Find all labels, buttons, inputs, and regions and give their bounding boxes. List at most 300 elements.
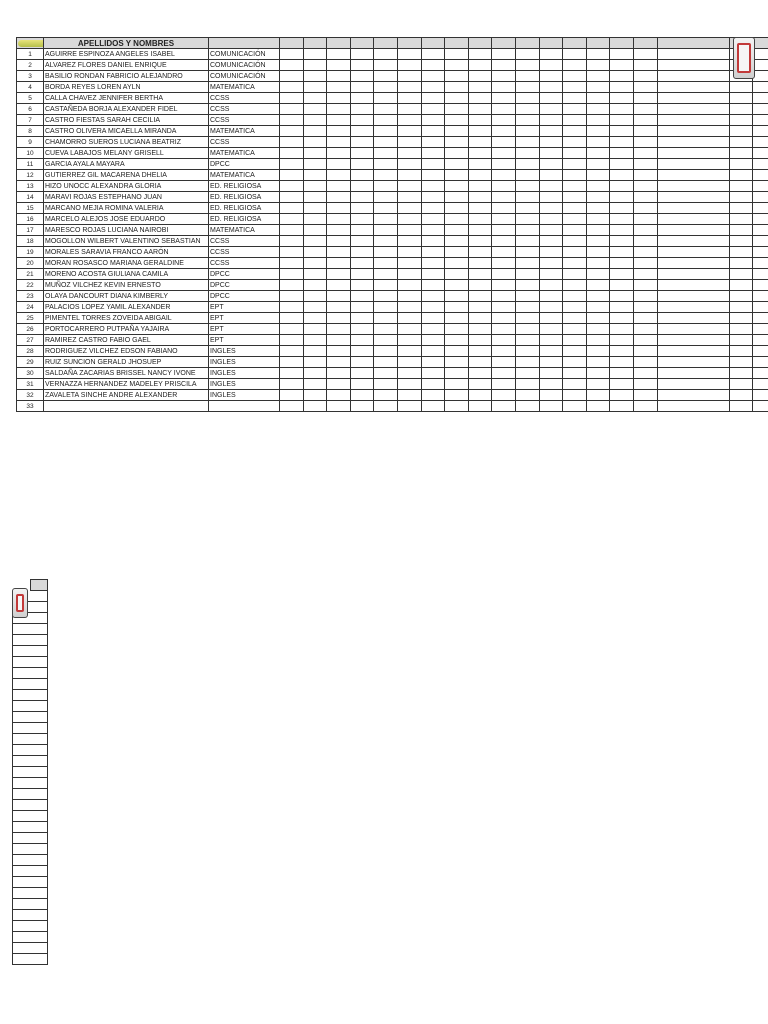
grade-cell[interactable] bbox=[327, 159, 351, 170]
grade-cell[interactable] bbox=[633, 379, 657, 390]
grade-cell[interactable] bbox=[539, 313, 563, 324]
grade-cell[interactable] bbox=[468, 225, 492, 236]
grade-cell[interactable] bbox=[633, 60, 657, 71]
grade-cell[interactable] bbox=[492, 115, 516, 126]
grade-cell[interactable] bbox=[633, 214, 657, 225]
grade-cell[interactable] bbox=[633, 93, 657, 104]
grade-cell[interactable] bbox=[586, 390, 610, 401]
grade-cell[interactable] bbox=[729, 214, 753, 225]
grade-cell[interactable] bbox=[280, 379, 304, 390]
grade-cell[interactable] bbox=[468, 104, 492, 115]
grade-cell[interactable] bbox=[586, 291, 610, 302]
grade-cell[interactable] bbox=[374, 104, 398, 115]
grade-cell[interactable] bbox=[303, 313, 327, 324]
grade-cell[interactable] bbox=[350, 203, 374, 214]
grade-cell[interactable] bbox=[515, 181, 539, 192]
grade-cell[interactable] bbox=[397, 247, 421, 258]
grade-cell[interactable] bbox=[421, 368, 445, 379]
grade-cell[interactable] bbox=[515, 302, 539, 313]
grade-cell[interactable] bbox=[729, 225, 753, 236]
grade-cell[interactable] bbox=[468, 313, 492, 324]
grade-cell[interactable] bbox=[586, 181, 610, 192]
grade-cell[interactable] bbox=[492, 346, 516, 357]
grade-cell[interactable] bbox=[303, 93, 327, 104]
grade-cell[interactable] bbox=[563, 379, 587, 390]
grade-cell[interactable] bbox=[657, 335, 729, 346]
grade-cell[interactable] bbox=[539, 60, 563, 71]
grade-cell[interactable] bbox=[374, 159, 398, 170]
grade-cell[interactable] bbox=[350, 335, 374, 346]
grade-cell[interactable] bbox=[327, 203, 351, 214]
grade-cell[interactable] bbox=[633, 126, 657, 137]
grade-cell[interactable] bbox=[586, 247, 610, 258]
grade-cell[interactable] bbox=[586, 104, 610, 115]
grade-cell[interactable] bbox=[610, 247, 634, 258]
grade-cell[interactable] bbox=[421, 346, 445, 357]
grade-cell[interactable] bbox=[586, 159, 610, 170]
grade-cell[interactable] bbox=[468, 82, 492, 93]
grade-cell[interactable] bbox=[303, 247, 327, 258]
grade-cell[interactable] bbox=[280, 258, 304, 269]
grade-cell[interactable] bbox=[327, 280, 351, 291]
grade-cell[interactable] bbox=[753, 192, 768, 203]
grade-cell[interactable] bbox=[374, 357, 398, 368]
grade-cell[interactable] bbox=[280, 368, 304, 379]
grade-cell[interactable] bbox=[753, 82, 768, 93]
grade-cell[interactable] bbox=[753, 346, 768, 357]
grade-cell[interactable] bbox=[374, 115, 398, 126]
grade-cell[interactable] bbox=[280, 302, 304, 313]
grade-cell[interactable] bbox=[468, 137, 492, 148]
grade-cell[interactable] bbox=[492, 181, 516, 192]
grade-cell[interactable] bbox=[539, 401, 563, 412]
grade-cell[interactable] bbox=[515, 280, 539, 291]
grade-cell[interactable] bbox=[610, 170, 634, 181]
grade-cell[interactable] bbox=[327, 49, 351, 60]
grade-cell[interactable] bbox=[515, 192, 539, 203]
grade-cell[interactable] bbox=[327, 379, 351, 390]
grade-cell[interactable] bbox=[374, 170, 398, 181]
grade-cell[interactable] bbox=[729, 104, 753, 115]
grade-cell[interactable] bbox=[374, 368, 398, 379]
grade-cell[interactable] bbox=[421, 258, 445, 269]
grade-cell[interactable] bbox=[468, 236, 492, 247]
grade-cell[interactable] bbox=[586, 324, 610, 335]
grade-cell[interactable] bbox=[280, 126, 304, 137]
grade-cell[interactable] bbox=[563, 203, 587, 214]
grade-cell[interactable] bbox=[468, 170, 492, 181]
grade-cell[interactable] bbox=[421, 137, 445, 148]
grade-cell[interactable] bbox=[586, 60, 610, 71]
grade-cell[interactable] bbox=[657, 159, 729, 170]
grade-cell[interactable] bbox=[492, 401, 516, 412]
grade-cell[interactable] bbox=[657, 401, 729, 412]
grade-cell[interactable] bbox=[633, 247, 657, 258]
grade-cell[interactable] bbox=[610, 390, 634, 401]
grade-cell[interactable] bbox=[327, 214, 351, 225]
grade-cell[interactable] bbox=[586, 302, 610, 313]
grade-cell[interactable] bbox=[421, 49, 445, 60]
grade-cell[interactable] bbox=[303, 82, 327, 93]
grade-cell[interactable] bbox=[397, 379, 421, 390]
grade-cell[interactable] bbox=[445, 93, 469, 104]
grade-cell[interactable] bbox=[657, 104, 729, 115]
grade-cell[interactable] bbox=[492, 236, 516, 247]
grade-cell[interactable] bbox=[303, 258, 327, 269]
grade-cell[interactable] bbox=[610, 258, 634, 269]
grade-cell[interactable] bbox=[563, 104, 587, 115]
grade-cell[interactable] bbox=[421, 236, 445, 247]
grade-cell[interactable] bbox=[729, 335, 753, 346]
grade-cell[interactable] bbox=[350, 269, 374, 280]
grade-cell[interactable] bbox=[445, 225, 469, 236]
grade-cell[interactable] bbox=[397, 93, 421, 104]
grade-cell[interactable] bbox=[657, 60, 729, 71]
grade-cell[interactable] bbox=[657, 390, 729, 401]
grade-cell[interactable] bbox=[586, 93, 610, 104]
grade-cell[interactable] bbox=[374, 71, 398, 82]
grade-cell[interactable] bbox=[350, 71, 374, 82]
grade-cell[interactable] bbox=[445, 60, 469, 71]
grade-cell[interactable] bbox=[753, 269, 768, 280]
grade-cell[interactable] bbox=[539, 247, 563, 258]
grade-cell[interactable] bbox=[492, 104, 516, 115]
grade-cell[interactable] bbox=[350, 93, 374, 104]
grade-cell[interactable] bbox=[515, 60, 539, 71]
grade-cell[interactable] bbox=[753, 137, 768, 148]
grade-cell[interactable] bbox=[327, 60, 351, 71]
grade-cell[interactable] bbox=[515, 258, 539, 269]
grade-cell[interactable] bbox=[350, 236, 374, 247]
grade-cell[interactable] bbox=[563, 159, 587, 170]
grade-cell[interactable] bbox=[753, 247, 768, 258]
grade-cell[interactable] bbox=[280, 390, 304, 401]
grade-cell[interactable] bbox=[515, 247, 539, 258]
grade-cell[interactable] bbox=[374, 126, 398, 137]
grade-cell[interactable] bbox=[729, 192, 753, 203]
grade-cell[interactable] bbox=[280, 401, 304, 412]
grade-cell[interactable] bbox=[515, 346, 539, 357]
grade-cell[interactable] bbox=[374, 313, 398, 324]
grade-cell[interactable] bbox=[397, 82, 421, 93]
grade-cell[interactable] bbox=[515, 225, 539, 236]
grade-cell[interactable] bbox=[397, 115, 421, 126]
grade-cell[interactable] bbox=[586, 49, 610, 60]
grade-cell[interactable] bbox=[492, 203, 516, 214]
grade-cell[interactable] bbox=[729, 291, 753, 302]
grade-cell[interactable] bbox=[657, 280, 729, 291]
grade-cell[interactable] bbox=[397, 159, 421, 170]
grade-cell[interactable] bbox=[397, 192, 421, 203]
grade-cell[interactable] bbox=[280, 137, 304, 148]
grade-cell[interactable] bbox=[397, 368, 421, 379]
grade-cell[interactable] bbox=[397, 335, 421, 346]
grade-cell[interactable] bbox=[445, 258, 469, 269]
grade-cell[interactable] bbox=[729, 203, 753, 214]
grade-cell[interactable] bbox=[610, 104, 634, 115]
grade-cell[interactable] bbox=[327, 269, 351, 280]
grade-cell[interactable] bbox=[515, 82, 539, 93]
grade-cell[interactable] bbox=[492, 137, 516, 148]
grade-cell[interactable] bbox=[633, 401, 657, 412]
grade-cell[interactable] bbox=[397, 170, 421, 181]
grade-cell[interactable] bbox=[350, 302, 374, 313]
grade-cell[interactable] bbox=[539, 214, 563, 225]
grade-cell[interactable] bbox=[445, 104, 469, 115]
grade-cell[interactable] bbox=[445, 324, 469, 335]
grade-cell[interactable] bbox=[610, 214, 634, 225]
grade-cell[interactable] bbox=[421, 181, 445, 192]
grade-cell[interactable] bbox=[633, 148, 657, 159]
grade-cell[interactable] bbox=[468, 60, 492, 71]
grade-cell[interactable] bbox=[492, 49, 516, 60]
grade-cell[interactable] bbox=[657, 269, 729, 280]
grade-cell[interactable] bbox=[327, 346, 351, 357]
grade-cell[interactable] bbox=[563, 258, 587, 269]
grade-cell[interactable] bbox=[610, 280, 634, 291]
grade-cell[interactable] bbox=[374, 82, 398, 93]
grade-cell[interactable] bbox=[350, 126, 374, 137]
grade-cell[interactable] bbox=[303, 302, 327, 313]
grade-cell[interactable] bbox=[280, 49, 304, 60]
grade-cell[interactable] bbox=[729, 280, 753, 291]
grade-cell[interactable] bbox=[421, 71, 445, 82]
grade-cell[interactable] bbox=[468, 159, 492, 170]
grade-cell[interactable] bbox=[753, 368, 768, 379]
grade-cell[interactable] bbox=[445, 335, 469, 346]
grade-cell[interactable] bbox=[539, 203, 563, 214]
grade-cell[interactable] bbox=[729, 247, 753, 258]
grade-cell[interactable] bbox=[421, 280, 445, 291]
grade-cell[interactable] bbox=[633, 181, 657, 192]
grade-cell[interactable] bbox=[657, 236, 729, 247]
grade-cell[interactable] bbox=[327, 401, 351, 412]
grade-cell[interactable] bbox=[515, 357, 539, 368]
grade-cell[interactable] bbox=[492, 313, 516, 324]
grade-cell[interactable] bbox=[374, 291, 398, 302]
grade-cell[interactable] bbox=[633, 225, 657, 236]
grade-cell[interactable] bbox=[374, 225, 398, 236]
grade-cell[interactable] bbox=[280, 357, 304, 368]
grade-cell[interactable] bbox=[563, 192, 587, 203]
grade-cell[interactable] bbox=[753, 93, 768, 104]
grade-cell[interactable] bbox=[397, 357, 421, 368]
grade-cell[interactable] bbox=[586, 379, 610, 390]
grade-cell[interactable] bbox=[539, 236, 563, 247]
grade-cell[interactable] bbox=[327, 126, 351, 137]
grade-cell[interactable] bbox=[374, 60, 398, 71]
grade-cell[interactable] bbox=[468, 93, 492, 104]
grade-cell[interactable] bbox=[610, 203, 634, 214]
grade-cell[interactable] bbox=[280, 181, 304, 192]
grade-cell[interactable] bbox=[753, 280, 768, 291]
grade-cell[interactable] bbox=[350, 258, 374, 269]
grade-cell[interactable] bbox=[633, 390, 657, 401]
grade-cell[interactable] bbox=[492, 390, 516, 401]
grade-cell[interactable] bbox=[350, 357, 374, 368]
grade-cell[interactable] bbox=[468, 346, 492, 357]
grade-cell[interactable] bbox=[657, 170, 729, 181]
grade-cell[interactable] bbox=[327, 236, 351, 247]
grade-cell[interactable] bbox=[539, 390, 563, 401]
grade-cell[interactable] bbox=[445, 401, 469, 412]
grade-cell[interactable] bbox=[753, 126, 768, 137]
grade-cell[interactable] bbox=[539, 71, 563, 82]
grade-cell[interactable] bbox=[539, 291, 563, 302]
grade-cell[interactable] bbox=[586, 346, 610, 357]
grade-cell[interactable] bbox=[610, 324, 634, 335]
grade-cell[interactable] bbox=[374, 324, 398, 335]
grade-cell[interactable] bbox=[397, 236, 421, 247]
grade-cell[interactable] bbox=[657, 225, 729, 236]
grade-cell[interactable] bbox=[445, 49, 469, 60]
grade-cell[interactable] bbox=[657, 324, 729, 335]
grade-cell[interactable] bbox=[753, 258, 768, 269]
grade-cell[interactable] bbox=[421, 313, 445, 324]
grade-cell[interactable] bbox=[327, 115, 351, 126]
grade-cell[interactable] bbox=[729, 236, 753, 247]
grade-cell[interactable] bbox=[563, 401, 587, 412]
grade-cell[interactable] bbox=[586, 214, 610, 225]
grade-cell[interactable] bbox=[492, 214, 516, 225]
grade-cell[interactable] bbox=[374, 401, 398, 412]
grade-cell[interactable] bbox=[374, 181, 398, 192]
grade-cell[interactable] bbox=[445, 203, 469, 214]
grade-cell[interactable] bbox=[327, 335, 351, 346]
grade-cell[interactable] bbox=[327, 302, 351, 313]
grade-cell[interactable] bbox=[468, 247, 492, 258]
grade-cell[interactable] bbox=[563, 49, 587, 60]
grade-cell[interactable] bbox=[563, 181, 587, 192]
grade-cell[interactable] bbox=[350, 82, 374, 93]
grade-cell[interactable] bbox=[374, 390, 398, 401]
grade-cell[interactable] bbox=[515, 324, 539, 335]
grade-cell[interactable] bbox=[421, 192, 445, 203]
grade-cell[interactable] bbox=[539, 181, 563, 192]
grade-cell[interactable] bbox=[327, 71, 351, 82]
grade-cell[interactable] bbox=[280, 170, 304, 181]
grade-cell[interactable] bbox=[563, 335, 587, 346]
grade-cell[interactable] bbox=[610, 71, 634, 82]
grade-cell[interactable] bbox=[657, 291, 729, 302]
grade-cell[interactable] bbox=[610, 192, 634, 203]
grade-cell[interactable] bbox=[633, 159, 657, 170]
grade-cell[interactable] bbox=[539, 335, 563, 346]
grade-cell[interactable] bbox=[539, 324, 563, 335]
grade-cell[interactable] bbox=[350, 247, 374, 258]
grade-cell[interactable] bbox=[610, 269, 634, 280]
grade-cell[interactable] bbox=[303, 379, 327, 390]
grade-cell[interactable] bbox=[753, 236, 768, 247]
grade-cell[interactable] bbox=[421, 401, 445, 412]
grade-cell[interactable] bbox=[657, 214, 729, 225]
grade-cell[interactable] bbox=[397, 291, 421, 302]
grade-cell[interactable] bbox=[397, 225, 421, 236]
grade-cell[interactable] bbox=[633, 236, 657, 247]
grade-cell[interactable] bbox=[327, 313, 351, 324]
grade-cell[interactable] bbox=[350, 379, 374, 390]
grade-cell[interactable] bbox=[280, 104, 304, 115]
grade-cell[interactable] bbox=[397, 71, 421, 82]
grade-cell[interactable] bbox=[753, 159, 768, 170]
grade-cell[interactable] bbox=[374, 137, 398, 148]
grade-cell[interactable] bbox=[421, 302, 445, 313]
grade-cell[interactable] bbox=[563, 390, 587, 401]
grade-cell[interactable] bbox=[539, 192, 563, 203]
grade-cell[interactable] bbox=[280, 148, 304, 159]
grade-cell[interactable] bbox=[539, 104, 563, 115]
grade-cell[interactable] bbox=[610, 357, 634, 368]
grade-cell[interactable] bbox=[539, 269, 563, 280]
grade-cell[interactable] bbox=[586, 115, 610, 126]
grade-cell[interactable] bbox=[753, 390, 768, 401]
grade-cell[interactable] bbox=[539, 82, 563, 93]
grade-cell[interactable] bbox=[633, 291, 657, 302]
grade-cell[interactable] bbox=[374, 302, 398, 313]
grade-cell[interactable] bbox=[303, 214, 327, 225]
grade-cell[interactable] bbox=[492, 126, 516, 137]
grade-cell[interactable] bbox=[492, 280, 516, 291]
grade-cell[interactable] bbox=[397, 104, 421, 115]
grade-cell[interactable] bbox=[303, 104, 327, 115]
grade-cell[interactable] bbox=[753, 291, 768, 302]
grade-cell[interactable] bbox=[280, 247, 304, 258]
grade-cell[interactable] bbox=[729, 324, 753, 335]
grade-cell[interactable] bbox=[397, 401, 421, 412]
grade-cell[interactable] bbox=[729, 82, 753, 93]
grade-cell[interactable] bbox=[539, 280, 563, 291]
grade-cell[interactable] bbox=[515, 379, 539, 390]
grade-cell[interactable] bbox=[397, 390, 421, 401]
grade-cell[interactable] bbox=[350, 192, 374, 203]
grade-cell[interactable] bbox=[586, 368, 610, 379]
grade-cell[interactable] bbox=[303, 291, 327, 302]
grade-cell[interactable] bbox=[515, 49, 539, 60]
grade-cell[interactable] bbox=[729, 357, 753, 368]
grade-cell[interactable] bbox=[515, 291, 539, 302]
grade-cell[interactable] bbox=[280, 60, 304, 71]
grade-cell[interactable] bbox=[586, 313, 610, 324]
grade-cell[interactable] bbox=[492, 324, 516, 335]
grade-cell[interactable] bbox=[468, 335, 492, 346]
grade-cell[interactable] bbox=[421, 324, 445, 335]
grade-cell[interactable] bbox=[280, 71, 304, 82]
grade-cell[interactable] bbox=[468, 324, 492, 335]
grade-cell[interactable] bbox=[515, 115, 539, 126]
grade-cell[interactable] bbox=[280, 82, 304, 93]
grade-cell[interactable] bbox=[539, 302, 563, 313]
grade-cell[interactable] bbox=[350, 137, 374, 148]
grade-cell[interactable] bbox=[397, 302, 421, 313]
grade-cell[interactable] bbox=[445, 390, 469, 401]
grade-cell[interactable] bbox=[610, 137, 634, 148]
grade-cell[interactable] bbox=[539, 49, 563, 60]
grade-cell[interactable] bbox=[421, 335, 445, 346]
grade-cell[interactable] bbox=[563, 302, 587, 313]
grade-cell[interactable] bbox=[753, 225, 768, 236]
grade-cell[interactable] bbox=[657, 137, 729, 148]
grade-cell[interactable] bbox=[492, 60, 516, 71]
grade-cell[interactable] bbox=[586, 82, 610, 93]
grade-cell[interactable] bbox=[753, 335, 768, 346]
grade-cell[interactable] bbox=[468, 181, 492, 192]
grade-cell[interactable] bbox=[350, 291, 374, 302]
grade-cell[interactable] bbox=[729, 148, 753, 159]
grade-cell[interactable] bbox=[633, 203, 657, 214]
grade-cell[interactable] bbox=[350, 104, 374, 115]
grade-cell[interactable] bbox=[563, 324, 587, 335]
grade-cell[interactable] bbox=[350, 148, 374, 159]
